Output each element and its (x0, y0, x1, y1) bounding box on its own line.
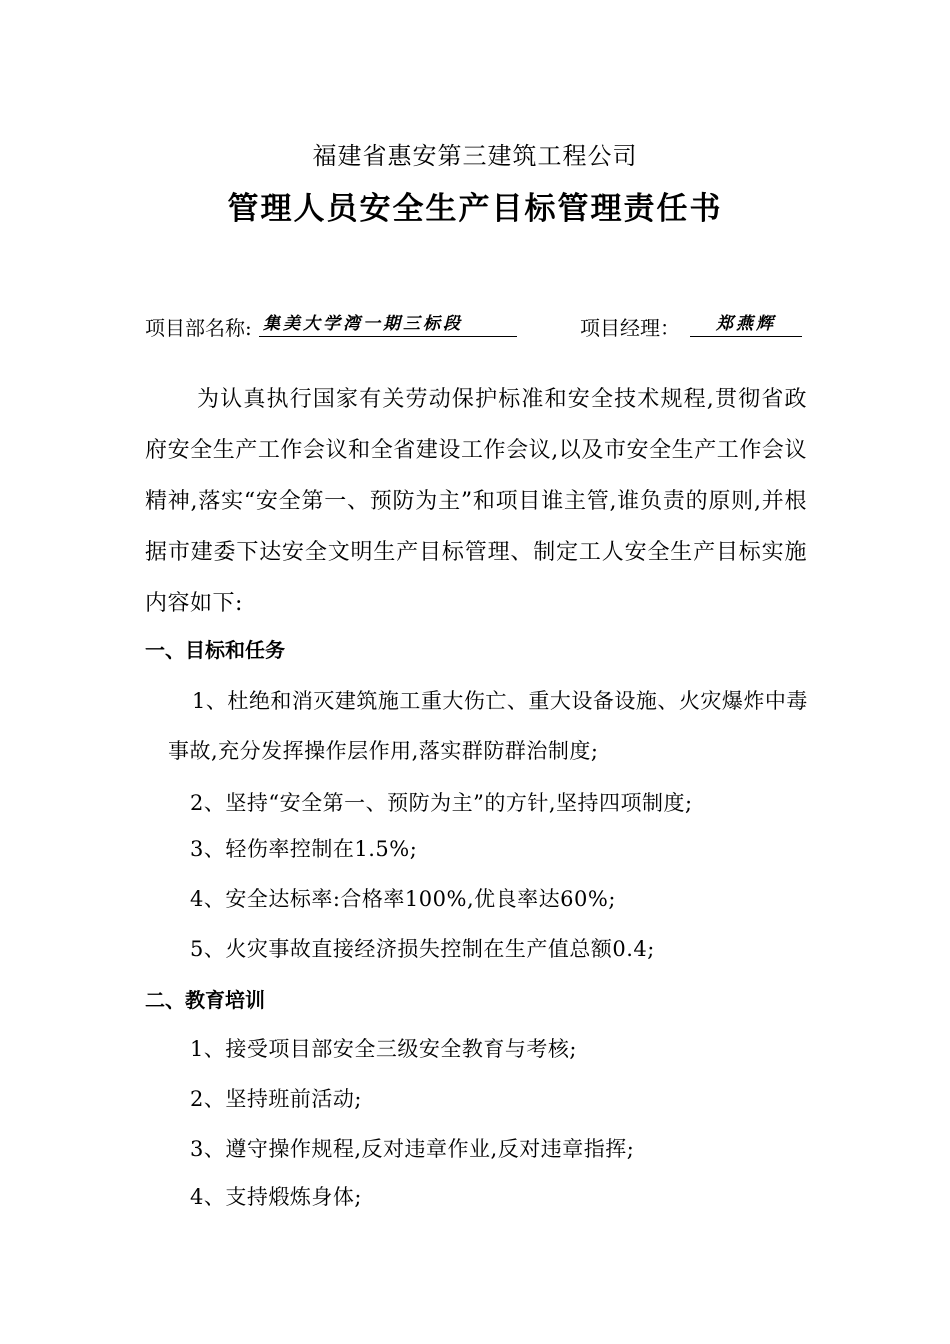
company-name: 福建省惠安第三建筑工程公司 (312, 142, 638, 170)
section-heading-training: 二、教育培训 (145, 988, 265, 1012)
intro-paragraph: 为认真执行国家有关劳动保护标准和安全技术规程,贯彻省政府安全生产工作会议和全省建设工作会议,以及市安全生产工作会议精神,落实“安全第一、预防为主”和项目谁主管,谁负责的原则,并根据市建委下达安全文明生产目标管理、制定工人安全生产目标实施内容如下: (145, 387, 807, 616)
project-name-value: 集美大学湾一期三标段 (259, 312, 517, 337)
goal-item-5: 5、火灾事故直接经济损失控制在生产值总额0.4; (190, 937, 655, 961)
goal-item-1: 1、杜绝和消灭建筑施工重大伤亡、重大设备设施、火灾爆炸中毒事故,充分发挥操作层作用,落实群防群治制度; (168, 689, 808, 763)
goal-item-3: 3、轻伤率控制在1.5%; (190, 837, 418, 861)
project-info-row (145, 308, 810, 344)
document-title: 管理人员安全生产目标管理责任书 (227, 191, 723, 227)
training-item-1: 1、接受项目部安全三级安全教育与考核; (190, 1037, 577, 1061)
project-name-label: 项目部名称: (145, 316, 252, 340)
goal-item-2: 2、坚持“安全第一、预防为主”的方针,坚持四项制度; (190, 791, 693, 815)
project-manager-label: 项目经理： (580, 316, 680, 340)
training-item-4: 4、支持煅炼身体; (190, 1185, 362, 1209)
goal-item-4: 4、安全达标率:合格率100%,优良率达60%; (190, 887, 616, 911)
training-item-3: 3、遵守操作规程,反对违章作业,反对违章指挥; (190, 1137, 635, 1161)
training-item-2: 2、坚持班前活动; (190, 1087, 362, 1111)
section-heading-goals: 一、目标和任务 (145, 638, 285, 662)
project-manager-value: 郑燕辉 (690, 312, 802, 337)
